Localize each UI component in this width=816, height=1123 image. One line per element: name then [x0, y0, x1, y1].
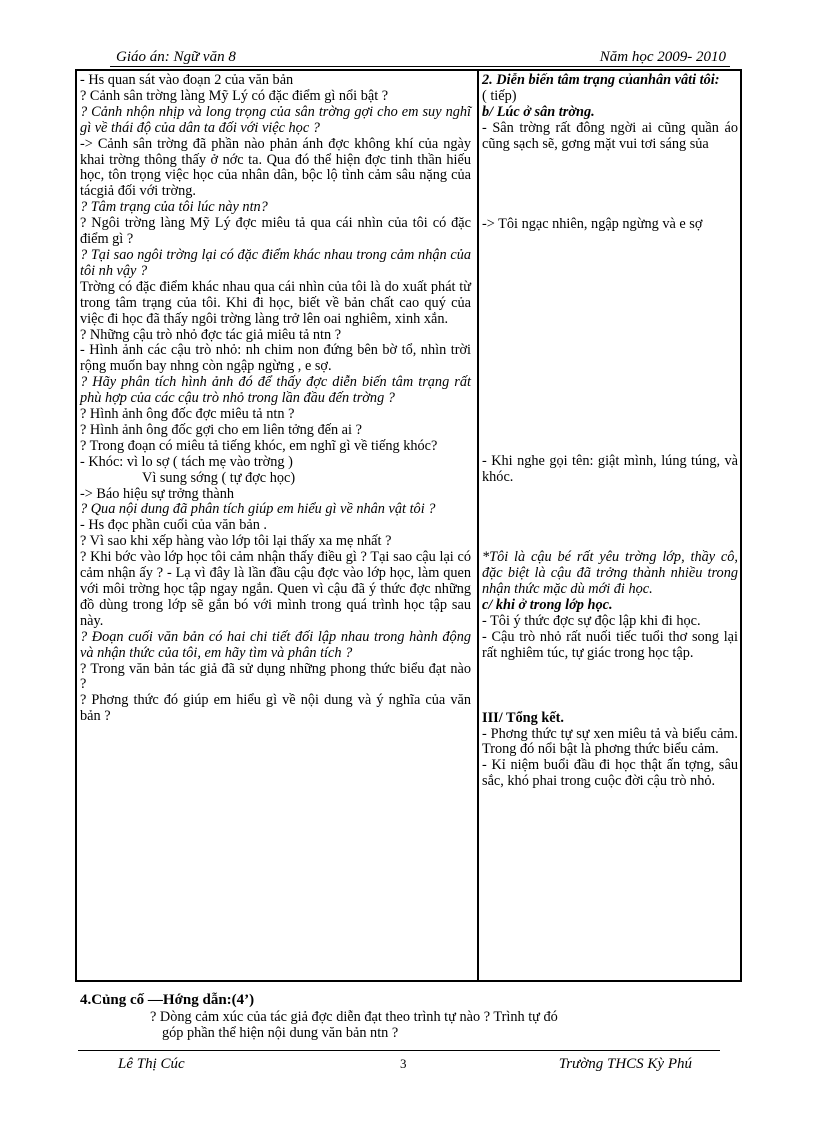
left-paragraph: ? Hãy phân tích hình ảnh đó để thấy đợc diễn biến tâm trạng rất phù hợp của các cậu trò nhỏ trong lần đầu đến trờng ?	[80, 374, 471, 407]
section-4	[80, 992, 740, 1042]
right-subheading-c: c/ khi ở trong lớp học.	[482, 596, 613, 613]
left-paragraph: ? Hình ảnh ông đốc đợc miêu tả ntn ?	[80, 406, 295, 423]
right-subheading-b: b/ Lúc ở sân trờng.	[482, 103, 595, 120]
left-paragraph: ? Đoạn cuối văn bản có hai chi tiết đối lập nhau trong hành động và nhận thức của tôi, em hãy tìm và phân tích ?	[80, 628, 471, 661]
right-name-called: - Khi nghe gọi tên: giật mình, lúng túng, và khóc.	[482, 453, 738, 486]
left-paragraph: ? Trong văn bản tác giả đã sử dụng những phong thức biểu đạt nào ?	[80, 660, 471, 693]
section-4-question-cont: góp phần thể hiện nội dung văn bản ntn ?	[162, 1025, 399, 1041]
left-paragraph: Vì sung sớng ( tự đợc học)	[142, 469, 296, 486]
left-paragraph: - Hình ảnh các cậu trò nhỏ: nh chim non đứng bên bờ tổ, nhìn trời rộng muốn bay nhng còn ngập ngừng , e sợ.	[80, 342, 471, 375]
left-paragraph: ? Trong đoạn có miêu tả tiếng khóc, em nghĩ gì về tiếng khóc?	[80, 437, 438, 454]
right-conclusion-2: - Kỉ niệm buổi đầu đi học thật ấn tợng, sâu sắc, khó phai trong cuộc đời cậu trò nhỏ.	[482, 757, 738, 790]
left-paragraph: ? Vì sao khi xếp hàng vào lớp tôi lại thấy xa mẹ nhất ?	[80, 533, 392, 550]
footer-author: Lê Thị Cúc	[118, 1056, 185, 1072]
left-paragraph: ? Những cậu trò nhỏ đợc tác giả miêu tả ntn ?	[80, 326, 342, 343]
footer-school: Trường THCS Kỳ Phú	[558, 1056, 692, 1072]
left-paragraph: ? Khi bớc vào lớp học tôi cảm nhận thấy điều gì ? Tại sao cậu lại có cảm nhận ấy ? - Lạ vì đây là lần đầu cậu đợc vào lớp học, làm quen với môi trờng học tập ngay ngắn. Quen vì cậu đã ý thức đợc những đồ dùng trong lớp sẽ gắn bó với mình trong quá trình học tập sau này.	[80, 549, 471, 629]
right-summary-toi: *Tôi là cậu bé rất yêu trờng lớp, thầy cô, đặc biệt là cậu đã trởng thành nhiều trong nhận thức mặc dù mới đi học.	[482, 549, 738, 598]
lesson-table	[75, 69, 742, 982]
left-paragraph: - Hs quan sát vào đoạn 2 của văn bản	[80, 72, 294, 88]
left-column	[80, 73, 471, 725]
right-c-text-1: - Tôi ý thức đợc sự độc lập khi đi học.	[482, 612, 701, 629]
left-paragraph: ? Tại sao ngôi trờng lại có đặc điểm khác nhau trong cảm nhận của tôi nh vậy ?	[80, 246, 471, 279]
left-paragraph: -> Cảnh sân trờng đã phần nào phản ánh đợc không khí của ngày khai trờng thông thấy ở nớc ta. Qua đó thể hiện đợc tinh thần hiếu học, tôn trọng việc học của nhân dân, bộc lộ tình cảm sâu nặng của tácgiả đối với trờng.	[80, 135, 471, 200]
header-right: Năm học 2009- 2010	[599, 49, 726, 65]
header-left: Giáo án: Ngữ văn 8	[116, 49, 236, 65]
right-heading-2: 2. Diễn biến tâm trạng củanhân vâti tôi:	[482, 72, 720, 88]
left-paragraph: ? Qua nội dung đã phân tích giúp em hiểu gì về nhân vật tôi ?	[80, 501, 436, 518]
left-paragraph: ? Tâm trạng của tôi lúc này ntn?	[80, 199, 268, 216]
left-paragraph: ? Phơng thức đó giúp em hiểu gì về nội dung và ý nghĩa của văn bản ?	[80, 692, 471, 725]
page-header	[110, 49, 730, 67]
left-paragraph: - Hs đọc phần cuối của văn bản .	[80, 517, 267, 534]
left-paragraph: Trờng có đặc điểm khác nhau qua cái nhìn của tôi là do xuất phát từ trong tâm trạng của tôi. Khi đi học, biết về bản chất cao quý của việc đi học đã thấy ngôi trờng làng trở lên oai nghiêm, xinh xắn.	[80, 278, 471, 327]
right-b-text: - Sân trờng rất đông ngời ai cũng quần áo cũng sạch sẽ, gơng mặt vui tơi sáng sủa	[482, 119, 738, 152]
left-paragraph: ? Cảnh nhộn nhịp và long trọng của sân trờng gợi cho em suy nghĩ gì về thái độ của dân ta đối với việc học ?	[80, 103, 471, 136]
right-heading-3: III/ Tổng kết.	[482, 709, 564, 726]
column-divider	[477, 71, 479, 980]
left-paragraph: - Khóc: vì lo sợ ( tách mẹ vào trờng )	[80, 453, 293, 470]
page-number: 3	[400, 1056, 407, 1071]
section-4-title: 4.Củng cố —Hớng dẫn:(4’)	[80, 992, 255, 1008]
right-c-text-2: - Cậu trò nhỏ rất nuối tiếc tuổi thơ song lại rất nghiêm túc, tự giác trong học tập.	[482, 628, 738, 661]
footer-rule	[78, 1050, 720, 1051]
right-column	[482, 73, 738, 790]
left-paragraph: ? Hình ảnh ông đốc gợi cho em liên tởng đến ai ?	[80, 421, 362, 438]
section-4-question: ? Dòng cảm xúc của tác giả đợc diễn đạt theo trình tự nào ? Trình tự đó	[150, 1008, 558, 1025]
right-continued: ( tiếp)	[482, 87, 517, 104]
left-paragraph: -> Báo hiệu sự trởng thành	[80, 485, 235, 502]
left-paragraph: ? Ngôi trờng làng Mỹ Lý đợc miêu tả qua cái nhìn của tôi có đặc điểm gì ?	[80, 215, 471, 248]
left-paragraph: ? Cảnh sân trờng làng Mỹ Lý có đặc điểm gì nổi bật ?	[80, 87, 389, 104]
right-surprise: -> Tôi ngạc nhiên, ngập ngừng và e sợ	[482, 215, 703, 232]
header-rule	[110, 66, 730, 67]
right-conclusion-1: - Phơng thức tự sự xen miêu tả và biểu cảm. Trong đó nổi bật là phơng thức biểu cảm.	[482, 725, 738, 758]
